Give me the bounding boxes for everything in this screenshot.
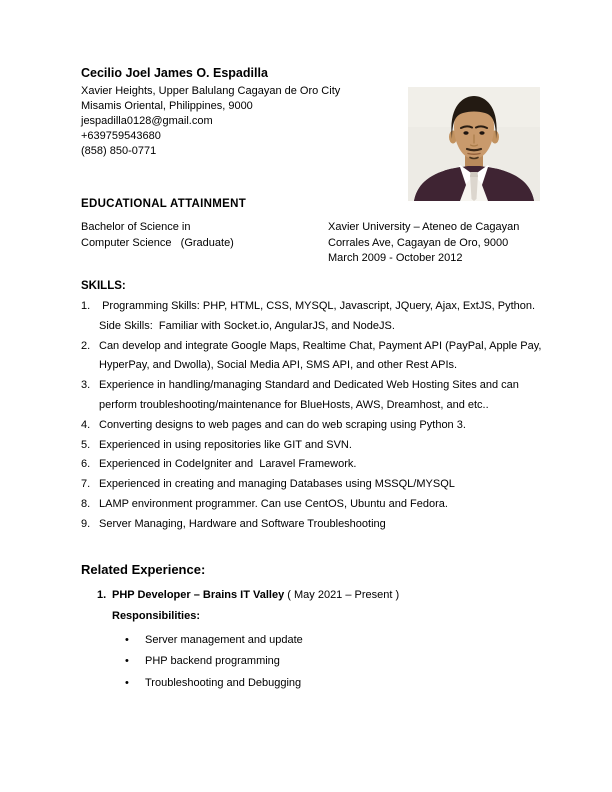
skill-text: Experienced in creating and managing Databases using MSSQL/MYSQL (99, 478, 455, 491)
contact-block (81, 84, 340, 159)
education-heading: EDUCATIONAL ATTAINMENT (81, 198, 247, 210)
skill-text: Converting designs to web pages and can do web scraping using Python 3. (99, 418, 466, 431)
skill-item-3 (81, 376, 551, 416)
skill-subtext: Side Skills: Familiar with Socket.io, AngularJS, and NodeJS. (99, 319, 395, 332)
phone-us: (858) 850-0771 (81, 145, 157, 157)
applicant-photo (408, 87, 540, 201)
responsibility-item (125, 630, 303, 651)
portrait-illustration (408, 87, 540, 201)
skill-number: 6. (81, 458, 91, 471)
skill-text: Server Managing, Hardware and Software Troubleshooting (99, 517, 386, 530)
skills-heading: SKILLS: (81, 280, 126, 292)
email-text: jespadilla0128@gmail.com (81, 115, 213, 127)
job-dates: ( May 2021 – Present ) (284, 589, 400, 601)
experience-heading: Related Experience: (81, 562, 206, 577)
address-line-1: Xavier Heights, Upper Balulang Cagayan de Oro City (81, 85, 341, 97)
responsibility-text: Troubleshooting and Debugging (145, 676, 302, 689)
skill-number: 9. (81, 517, 91, 530)
degree-line-2: Computer Science (Graduate) (81, 236, 234, 249)
responsibilities-label: Responsibilities: (112, 610, 201, 622)
skill-number: 5. (81, 438, 91, 451)
skill-text: Experience in handling/managing Standard and Dedicated Web Hosting Sites and can perform troubleshooting/maintenance for BlueHosts, AWS, Dreamhost, and etc.. (99, 379, 522, 411)
skill-item-8 (81, 495, 551, 515)
school-dates: March 2009 - October 2012 (328, 252, 463, 264)
bullet-icon: • (125, 634, 129, 646)
responsibility-item (125, 673, 303, 694)
skill-number: 1. (81, 300, 91, 312)
skill-number: 8. (81, 497, 91, 510)
responsibility-text: PHP backend programming (145, 655, 280, 668)
responsibility-text: Server management and update (145, 634, 303, 646)
skill-item-1 (81, 297, 551, 337)
skills-list (81, 297, 551, 535)
skill-number: 2. (81, 339, 91, 352)
skill-text: LAMP environment programmer. Can use CentOS, Ubuntu and Fedora. (99, 497, 448, 510)
skill-item-7 (81, 475, 551, 495)
skill-text: Experienced in using repositories like GIT and SVN. (99, 438, 352, 451)
bullet-icon: • (125, 655, 129, 668)
degree-line-1: Bachelor of Science in (81, 221, 191, 233)
job-title: PHP Developer – Brains IT Valley (112, 589, 285, 601)
education-degree (81, 220, 234, 251)
skill-item-2 (81, 337, 551, 377)
applicant-name: Cecilio Joel James O. Espadilla (81, 66, 268, 80)
school-address: Corrales Ave, Cagayan de Oro, 9000 (328, 236, 509, 249)
school-name: Xavier University – Ateneo de Cagayan (328, 221, 520, 233)
responsibility-item (125, 651, 303, 672)
job-title-row (97, 589, 537, 601)
phone-mobile: +639759543680 (81, 130, 161, 142)
skill-item-5 (81, 436, 551, 456)
skill-text: Can develop and integrate Google Maps, Realtime Chat, Payment API (PayPal, Apple Pay, HyperPay, and Dwolla), Social Media API, SMS API, and other Rest APIs. (99, 339, 545, 372)
skill-item-9 (81, 515, 551, 535)
skill-number: 7. (81, 478, 91, 491)
skill-text: Experienced in CodeIgniter and Laravel Framework. (99, 458, 357, 471)
skill-number: 3. (81, 379, 91, 392)
bullet-icon: • (125, 676, 129, 689)
address-line-2: Misamis Oriental, Philippines, 9000 (81, 100, 253, 112)
skill-item-4 (81, 416, 551, 436)
job-number: 1. (97, 589, 107, 601)
skill-text: Programming Skills: PHP, HTML, CSS, MYSQL, Javascript, JQuery, Ajax, ExtJS, Python. (99, 300, 536, 312)
skill-item-6 (81, 455, 551, 475)
responsibilities-list (125, 630, 303, 694)
education-school (328, 220, 519, 267)
skill-number: 4. (81, 418, 91, 431)
